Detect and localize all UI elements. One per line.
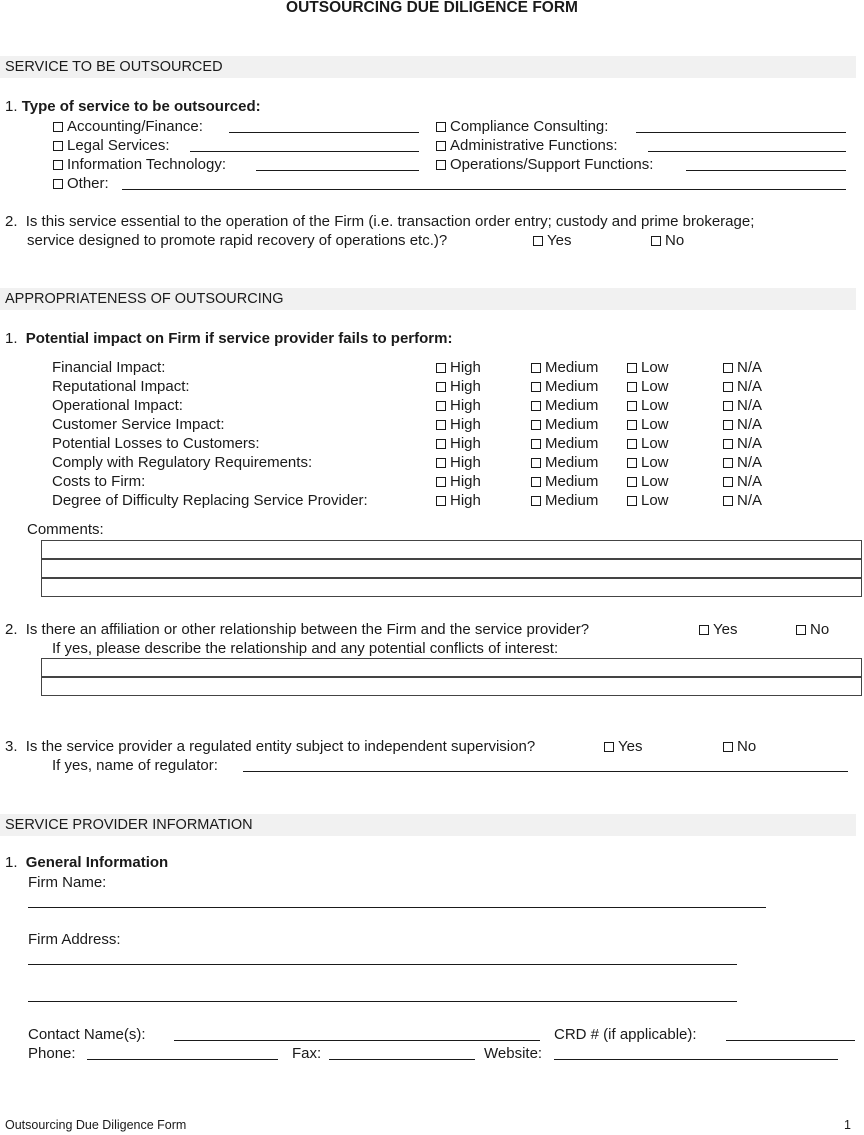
option-operations[interactable]: Operations/Support Functions: bbox=[436, 156, 653, 173]
checkbox[interactable] bbox=[699, 625, 709, 635]
impact-row-label: Degree of Difficulty Replacing Service Provider: bbox=[52, 492, 368, 509]
regulated-no[interactable]: No bbox=[723, 738, 756, 755]
impact-option-high[interactable]: High bbox=[436, 492, 481, 509]
affiliation-line-1[interactable] bbox=[41, 658, 862, 677]
contact-input-line[interactable] bbox=[174, 1040, 540, 1041]
form-title: OUTSOURCING DUE DILIGENCE FORM bbox=[286, 0, 578, 16]
impact-option-low[interactable]: Low bbox=[627, 397, 669, 414]
section-heading: SERVICE PROVIDER INFORMATION bbox=[5, 817, 253, 833]
impact-option-high[interactable]: High bbox=[436, 359, 481, 376]
impact-option-low[interactable]: Low bbox=[627, 492, 669, 509]
comments-line-2[interactable] bbox=[41, 559, 862, 578]
operations-input-line[interactable] bbox=[686, 170, 846, 171]
affiliation-followup: If yes, please describe the relationship and any potential conflicts of interest: bbox=[52, 640, 559, 657]
checkbox[interactable] bbox=[533, 236, 543, 246]
impact-option-na[interactable]: N/A bbox=[723, 454, 762, 471]
contact-label: Contact Name(s): bbox=[28, 1026, 146, 1043]
website-label: Website: bbox=[484, 1045, 543, 1062]
checkbox[interactable] bbox=[723, 477, 733, 487]
checkbox[interactable] bbox=[436, 420, 446, 430]
impact-row-label: Comply with Regulatory Requirements: bbox=[52, 454, 313, 471]
checkbox[interactable] bbox=[531, 477, 541, 487]
crd-input-line[interactable] bbox=[726, 1040, 855, 1041]
accounting-input-line[interactable] bbox=[229, 132, 419, 133]
checkbox[interactable] bbox=[436, 382, 446, 392]
option-it[interactable]: Information Technology: bbox=[53, 156, 226, 173]
checkbox[interactable] bbox=[627, 363, 637, 373]
impact-option-na[interactable]: N/A bbox=[723, 378, 762, 395]
option-compliance[interactable]: Compliance Consulting: bbox=[436, 118, 608, 135]
section-header-appropriateness bbox=[0, 288, 856, 310]
affiliation-line-2[interactable] bbox=[41, 677, 862, 696]
option-legal[interactable]: Legal Services: bbox=[53, 137, 170, 154]
checkbox[interactable] bbox=[651, 236, 661, 246]
impact-option-high[interactable]: High bbox=[436, 397, 481, 414]
impact-option-low[interactable]: Low bbox=[627, 416, 669, 433]
impact-row-label: Financial Impact: bbox=[52, 359, 166, 376]
essential-yes[interactable]: Yes bbox=[533, 232, 571, 249]
checkbox[interactable] bbox=[627, 458, 637, 468]
question-2-essential: 2. Is this service essential to the operation of the Firm (i.e. transaction order entry; custody and prime brokerage; bbox=[5, 213, 755, 230]
page-number: 1 bbox=[844, 1118, 851, 1132]
checkbox[interactable] bbox=[723, 458, 733, 468]
section-heading: SERVICE TO BE OUTSOURCED bbox=[5, 59, 223, 75]
regulator-label: If yes, name of regulator: bbox=[52, 757, 218, 774]
checkbox[interactable] bbox=[436, 141, 446, 151]
firm-address-line-1[interactable] bbox=[28, 964, 737, 965]
checkbox[interactable] bbox=[723, 742, 733, 752]
question-3-regulated: 3. Is the service provider a regulated entity subject to independent supervision? bbox=[5, 738, 536, 755]
checkbox[interactable] bbox=[723, 401, 733, 411]
administrative-input-line[interactable] bbox=[648, 151, 846, 152]
question-1-impact: 1. Potential impact on Firm if service provider fails to perform: bbox=[5, 330, 453, 347]
impact-row-label: Operational Impact: bbox=[52, 397, 183, 414]
comments-label: Comments: bbox=[27, 521, 104, 538]
checkbox[interactable] bbox=[436, 160, 446, 170]
checkbox[interactable] bbox=[604, 742, 614, 752]
comments-line-1[interactable] bbox=[41, 540, 862, 559]
impact-option-medium[interactable]: Medium bbox=[531, 416, 598, 433]
legal-input-line[interactable] bbox=[190, 151, 419, 152]
checkbox[interactable] bbox=[53, 141, 63, 151]
compliance-input-line[interactable] bbox=[636, 132, 846, 133]
fax-input-line[interactable] bbox=[329, 1059, 475, 1060]
fax-label: Fax: bbox=[292, 1045, 322, 1062]
impact-option-low[interactable]: Low bbox=[627, 454, 669, 471]
checkbox[interactable] bbox=[436, 401, 446, 411]
checkbox[interactable] bbox=[436, 477, 446, 487]
phone-input-line[interactable] bbox=[87, 1059, 278, 1060]
checkbox[interactable] bbox=[627, 496, 637, 506]
option-other[interactable]: Other: bbox=[53, 175, 109, 192]
checkbox[interactable] bbox=[627, 439, 637, 449]
checkbox[interactable] bbox=[53, 122, 63, 132]
regulated-yes[interactable]: Yes bbox=[604, 738, 642, 755]
checkbox[interactable] bbox=[627, 382, 637, 392]
checkbox[interactable] bbox=[53, 179, 63, 189]
impact-option-medium[interactable]: Medium bbox=[531, 397, 598, 414]
question-1-general: 1. General Information bbox=[5, 854, 169, 871]
checkbox[interactable] bbox=[723, 382, 733, 392]
impact-option-na[interactable]: N/A bbox=[723, 492, 762, 509]
crd-label: CRD # (if applicable): bbox=[554, 1026, 697, 1043]
option-administrative[interactable]: Administrative Functions: bbox=[436, 137, 618, 154]
impact-option-na[interactable]: N/A bbox=[723, 397, 762, 414]
question-label: Type of service to be outsourced: bbox=[21, 98, 261, 115]
impact-option-low[interactable]: Low bbox=[627, 435, 669, 452]
question-label: General Information bbox=[25, 854, 169, 871]
checkbox[interactable] bbox=[53, 160, 63, 170]
impact-row-label: Customer Service Impact: bbox=[52, 416, 225, 433]
impact-option-medium[interactable]: Medium bbox=[531, 378, 598, 395]
essential-no[interactable]: No bbox=[651, 232, 684, 249]
impact-option-na[interactable]: N/A bbox=[723, 473, 762, 490]
impact-option-high[interactable]: High bbox=[436, 435, 481, 452]
it-input-line[interactable] bbox=[256, 170, 419, 171]
checkbox[interactable] bbox=[531, 458, 541, 468]
affiliation-yes[interactable]: Yes bbox=[699, 621, 737, 638]
impact-option-high[interactable]: High bbox=[436, 378, 481, 395]
question-2-affiliation: 2. Is there an affiliation or other relationship between the Firm and the service provider? bbox=[5, 621, 590, 638]
checkbox[interactable] bbox=[531, 382, 541, 392]
impact-option-medium[interactable]: Medium bbox=[531, 454, 598, 471]
other-input-line[interactable] bbox=[122, 189, 846, 190]
firm-address-line-2[interactable] bbox=[28, 1001, 737, 1002]
checkbox[interactable] bbox=[627, 420, 637, 430]
impact-option-na[interactable]: N/A bbox=[723, 416, 762, 433]
checkbox[interactable] bbox=[723, 496, 733, 506]
checkbox[interactable] bbox=[436, 496, 446, 506]
checkbox[interactable] bbox=[436, 122, 446, 132]
checkbox[interactable] bbox=[531, 496, 541, 506]
impact-row-label: Potential Losses to Customers: bbox=[52, 435, 260, 452]
checkbox[interactable] bbox=[627, 401, 637, 411]
impact-option-medium[interactable]: Medium bbox=[531, 359, 598, 376]
checkbox[interactable] bbox=[627, 477, 637, 487]
footer-title: Outsourcing Due Diligence Form bbox=[5, 1118, 187, 1132]
checkbox[interactable] bbox=[723, 439, 733, 449]
impact-option-low[interactable]: Low bbox=[627, 378, 669, 395]
firm-name-label: Firm Name: bbox=[28, 874, 107, 891]
impact-option-high[interactable]: High bbox=[436, 473, 481, 490]
impact-option-na[interactable]: N/A bbox=[723, 435, 762, 452]
regulator-input-line[interactable] bbox=[243, 771, 848, 772]
checkbox[interactable] bbox=[723, 363, 733, 373]
impact-option-high[interactable]: High bbox=[436, 416, 481, 433]
firm-name-input-line[interactable] bbox=[28, 907, 766, 908]
impact-row-label: Costs to Firm: bbox=[52, 473, 146, 490]
section-header-service bbox=[0, 56, 856, 78]
impact-option-low[interactable]: Low bbox=[627, 473, 669, 490]
impact-option-low[interactable]: Low bbox=[627, 359, 669, 376]
firm-address-label: Firm Address: bbox=[28, 931, 121, 948]
impact-option-high[interactable]: High bbox=[436, 454, 481, 471]
question-label: Potential impact on Firm if service provider fails to perform: bbox=[25, 330, 453, 347]
section-heading: APPROPRIATENESS OF OUTSOURCING bbox=[5, 291, 284, 307]
impact-row-label: Reputational Impact: bbox=[52, 378, 190, 395]
checkbox[interactable] bbox=[531, 420, 541, 430]
checkbox[interactable] bbox=[723, 420, 733, 430]
checkbox[interactable] bbox=[796, 625, 806, 635]
checkbox[interactable] bbox=[531, 401, 541, 411]
phone-label: Phone: bbox=[28, 1045, 76, 1062]
affiliation-no[interactable]: No bbox=[796, 621, 829, 638]
question-2-line2: service designed to promote rapid recovery of operations etc.)? bbox=[27, 232, 448, 249]
checkbox[interactable] bbox=[436, 458, 446, 468]
checkbox[interactable] bbox=[531, 439, 541, 449]
impact-option-medium[interactable]: Medium bbox=[531, 435, 598, 452]
impact-option-medium[interactable]: Medium bbox=[531, 492, 598, 509]
question-1-type: 1. Type of service to be outsourced: bbox=[5, 98, 261, 115]
website-input-line[interactable] bbox=[554, 1059, 838, 1060]
checkbox[interactable] bbox=[436, 439, 446, 449]
checkbox[interactable] bbox=[436, 363, 446, 373]
impact-option-medium[interactable]: Medium bbox=[531, 473, 598, 490]
checkbox[interactable] bbox=[531, 363, 541, 373]
section-header-provider bbox=[0, 814, 856, 836]
comments-line-3[interactable] bbox=[41, 578, 862, 597]
option-accounting[interactable]: Accounting/Finance: bbox=[53, 118, 203, 135]
impact-option-na[interactable]: N/A bbox=[723, 359, 762, 376]
